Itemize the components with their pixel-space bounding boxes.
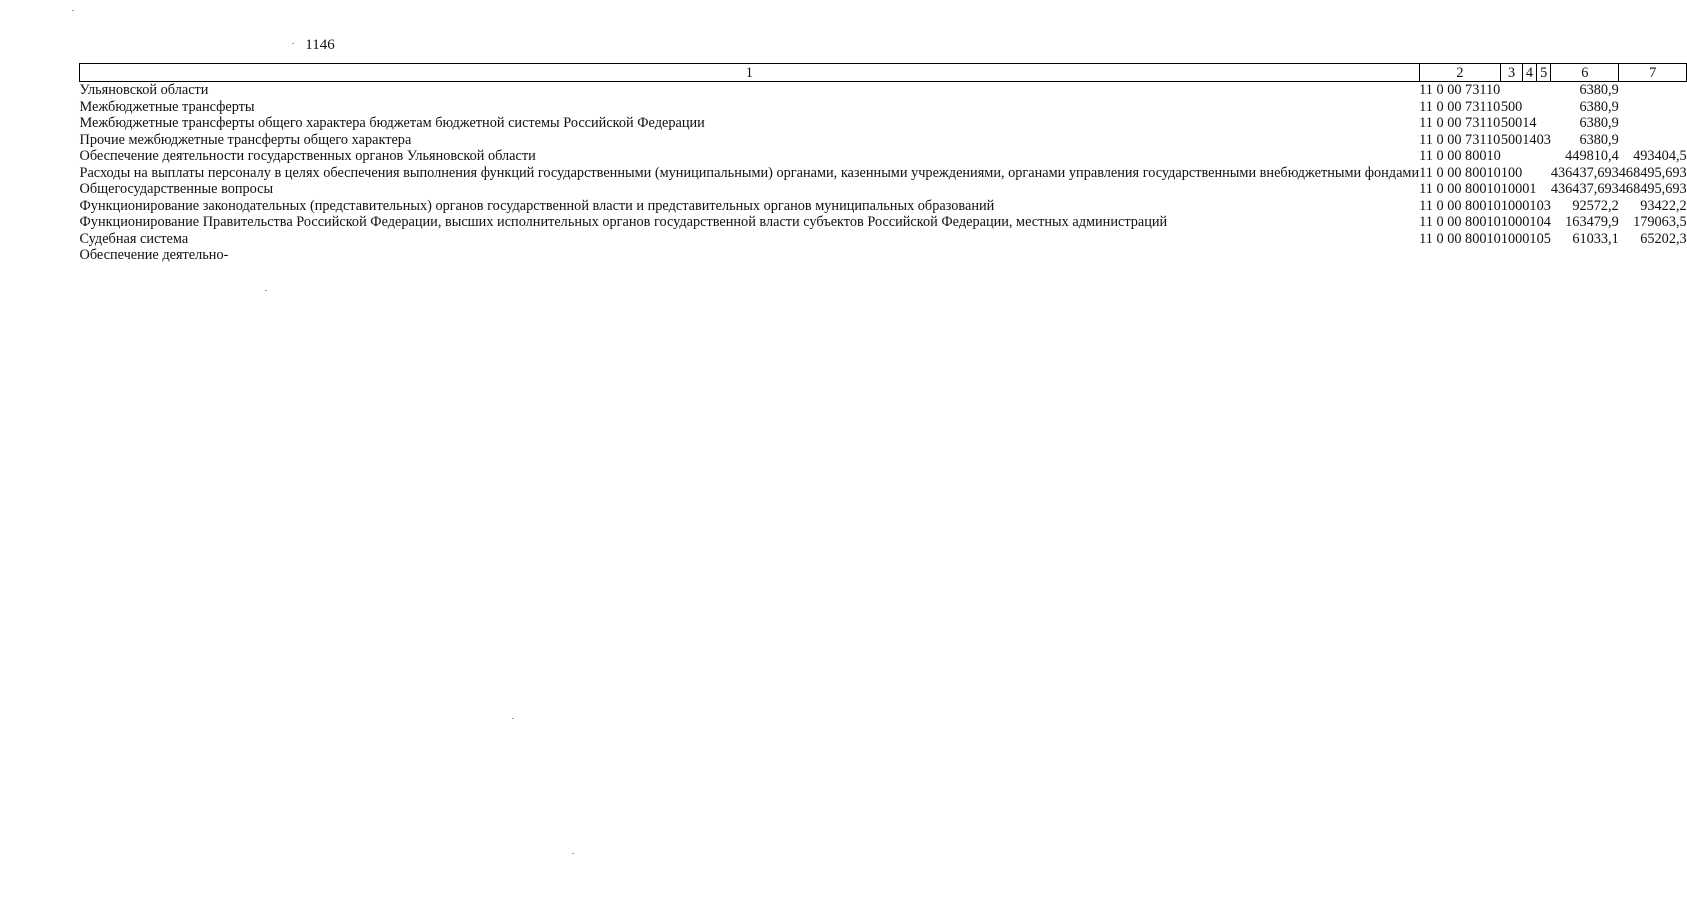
cell-name: Межбюджетные трансферты (79, 98, 255, 115)
cell-expense-type: 100 (1500, 164, 1523, 181)
cell-target-code: 11 0 00 80010 (1419, 230, 1501, 247)
table-row (80, 132, 1687, 149)
scan-speck (292, 43, 294, 44)
cell-amount-year-2 (1619, 247, 1687, 264)
header-col-1: 1 (80, 64, 1420, 82)
cell-amount-year-1: 449810,4 (1565, 148, 1619, 164)
cell-subsection (1537, 148, 1551, 165)
page-number: 1146 (305, 37, 335, 53)
scan-speck (512, 718, 514, 719)
table-row (80, 247, 1687, 264)
cell-name: Прочие межбюджетные трансферты общего характера (79, 131, 412, 148)
cell-name: Расходы на выплаты персоналу в целях обеспечения выполнения функций государственными (муниципальными) органами, казенными учреждениями, органами управления государственными внебюджетными фондами (79, 164, 1420, 181)
cell-expense-type: 100 (1500, 214, 1523, 230)
cell-amount-year-1 (1551, 247, 1619, 264)
cell-section: 01 (1522, 214, 1537, 230)
cell-section: 01 (1522, 197, 1537, 214)
cell-target-code: 11 0 00 80010 (1419, 181, 1501, 197)
cell-expense-type: 500 (1500, 98, 1523, 115)
cell-section (1522, 82, 1536, 99)
cell-name: Функционирование Правительства Российской Федерации, высших исполнительных органов государственной власти субъектов Российской Федерации, местных администраций (79, 214, 1168, 230)
cell-section (1522, 148, 1536, 165)
cell-name: Обеспечение деятельно- (79, 247, 229, 263)
cell-amount-year-1: 61033,1 (1572, 230, 1619, 247)
header-col-7: 7 (1619, 64, 1687, 82)
cell-amount-year-2: 65202,3 (1640, 230, 1687, 247)
cell-subsection (1537, 99, 1551, 116)
budget-table (79, 63, 1687, 264)
cell-name: Обеспечение деятельности государственных органов Ульяновской области (79, 148, 536, 164)
cell-section: 14 (1522, 115, 1537, 131)
cell-subsection: 05 (1536, 230, 1551, 247)
cell-amount-year-1: 6380,9 (1579, 82, 1619, 98)
cell-target-code: 11 0 00 73110 (1419, 82, 1501, 98)
cell-amount-year-2: 179063,5 (1633, 214, 1687, 230)
cell-target-code: 11 0 00 73110 (1419, 131, 1501, 148)
scan-speck (572, 853, 574, 854)
header-col-6: 6 (1551, 64, 1619, 82)
cell-subsection: 04 (1536, 214, 1551, 230)
cell-amount-year-2 (1619, 99, 1687, 116)
cell-target-code: 11 0 00 80010 (1419, 197, 1501, 214)
cell-target-code: 11 0 00 80010 (1419, 164, 1501, 181)
cell-amount-year-1: 6380,9 (1579, 131, 1619, 148)
cell-target-code: 11 0 00 80010 (1419, 214, 1501, 230)
cell-expense-type (1501, 247, 1522, 264)
cell-amount-year-2 (1619, 115, 1687, 132)
cell-section (1522, 165, 1536, 182)
scan-speck (265, 290, 267, 291)
scan-speck (72, 10, 74, 11)
cell-name: Функционирование законодательных (представительных) органов государственной власти и представительных органов муниципальных образований (79, 197, 995, 214)
header-row (80, 64, 1687, 82)
cell-expense-type: 500 (1500, 115, 1523, 131)
cell-expense-type: 100 (1500, 181, 1523, 197)
cell-amount-year-1: 92572,2 (1572, 197, 1619, 214)
header-col-3: 3 (1501, 64, 1522, 82)
table-row (80, 148, 1687, 165)
cell-section (1522, 99, 1536, 116)
cell-amount-year-2 (1619, 132, 1687, 149)
header-col-5: 5 (1537, 64, 1551, 82)
table-row (80, 214, 1687, 231)
cell-section (1522, 247, 1536, 264)
table-row (80, 82, 1687, 99)
cell-amount-year-2: 468495,693 (1618, 164, 1687, 181)
cell-name: Ульяновской области (79, 82, 209, 98)
cell-subsection (1537, 247, 1551, 264)
cell-subsection: 03 (1536, 197, 1551, 214)
table-body (80, 82, 1687, 264)
cell-name: Общегосударственные вопросы (79, 181, 274, 197)
cell-amount-year-1: 6380,9 (1579, 98, 1619, 115)
cell-expense-type: 100 (1500, 197, 1523, 214)
cell-subsection (1537, 181, 1551, 198)
cell-name: Судебная система (79, 230, 189, 247)
cell-subsection (1537, 165, 1551, 182)
header-col-2: 2 (1419, 64, 1501, 82)
table-row (80, 115, 1687, 132)
cell-section: 01 (1522, 230, 1537, 247)
table-row (80, 231, 1687, 248)
table-row (80, 181, 1687, 198)
cell-amount-year-2: 93422,2 (1640, 197, 1687, 214)
cell-subsection (1537, 115, 1551, 132)
cell-name: Межбюджетные трансферты общего характера бюджетам бюджетной системы Российской Федерации (79, 115, 705, 131)
cell-amount-year-2 (1619, 82, 1687, 99)
cell-subsection (1537, 82, 1551, 99)
header-col-4: 4 (1522, 64, 1536, 82)
cell-expense-type: 500 (1500, 131, 1523, 148)
cell-expense-type (1501, 82, 1522, 99)
cell-amount-year-2: 493404,5 (1633, 148, 1687, 164)
cell-expense-type (1501, 148, 1522, 165)
cell-subsection: 03 (1536, 131, 1551, 148)
cell-section: 14 (1522, 131, 1537, 148)
table-row (80, 165, 1687, 182)
cell-amount-year-2: 468495,693 (1618, 181, 1687, 197)
table-row (80, 99, 1687, 116)
cell-amount-year-1: 163479,9 (1565, 214, 1619, 230)
cell-target-code (1419, 247, 1501, 264)
cell-target-code: 11 0 00 73110 (1419, 98, 1501, 115)
table-row (80, 198, 1687, 215)
cell-section: 01 (1522, 181, 1537, 197)
cell-target-code: 11 0 00 80010 (1419, 148, 1501, 164)
cell-amount-year-1: 6380,9 (1579, 115, 1619, 131)
cell-amount-year-1: 436437,693 (1550, 181, 1619, 197)
cell-expense-type: 100 (1500, 230, 1523, 247)
cell-amount-year-1: 436437,693 (1550, 164, 1619, 181)
cell-target-code: 11 0 00 73110 (1419, 115, 1501, 131)
